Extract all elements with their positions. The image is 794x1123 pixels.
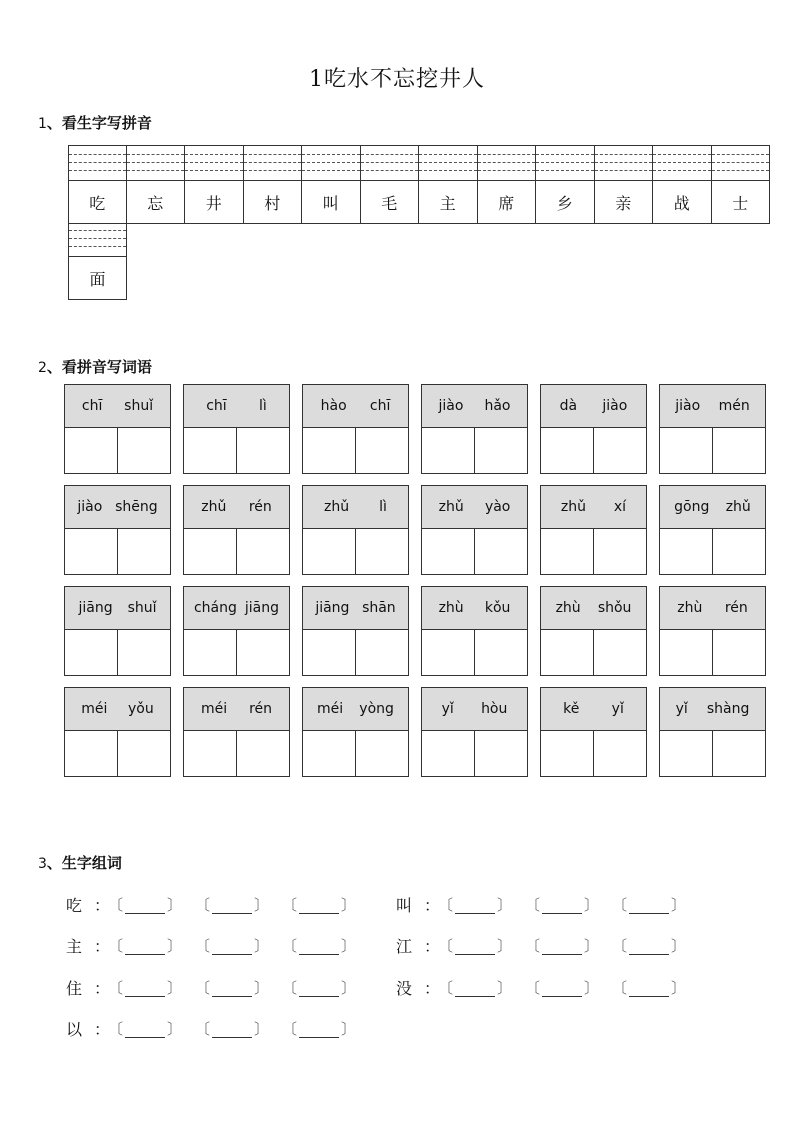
pinyin-writing-cell xyxy=(536,145,595,224)
pinyin-prompt xyxy=(541,486,646,529)
hanzi-answer-box[interactable] xyxy=(594,428,646,474)
bracket-close: 〕 xyxy=(166,1019,182,1038)
word-blank[interactable] xyxy=(438,937,512,955)
colon: ： xyxy=(94,1020,111,1039)
word-card xyxy=(64,485,171,575)
bracket-open: 〔 xyxy=(282,978,298,997)
blank-line xyxy=(212,982,252,997)
hanzi-answer-box[interactable] xyxy=(713,529,765,575)
hanzi-answer-box[interactable] xyxy=(65,428,118,474)
bracket-open: 〔 xyxy=(108,978,124,997)
bracket-close: 〕 xyxy=(670,895,686,914)
bracket-close: 〕 xyxy=(253,978,269,997)
colon: ： xyxy=(94,896,111,915)
word-blank[interactable] xyxy=(195,979,269,997)
pinyin-syllable: zhù xyxy=(438,600,464,616)
pinyin-prompt xyxy=(660,688,765,731)
pinyin-syllable: lì xyxy=(259,398,267,414)
hanzi-answer-box[interactable] xyxy=(475,529,527,575)
hanzi-answer-box[interactable] xyxy=(660,630,713,676)
hanzi-label: 叫 xyxy=(322,193,339,213)
pinyin-syllable: chī xyxy=(206,398,227,414)
pinyin-answer-box[interactable] xyxy=(712,146,770,181)
hanzi-answer-box[interactable] xyxy=(422,731,475,777)
hanzi-answer-box[interactable] xyxy=(422,529,475,575)
hanzi-answer-box[interactable] xyxy=(541,529,594,575)
pinyin-syllable: hòu xyxy=(481,701,508,717)
blank-line xyxy=(299,940,339,955)
pinyin-syllable: méi xyxy=(81,701,108,717)
word-card xyxy=(421,687,528,777)
word-card xyxy=(302,586,409,676)
hanzi-label: 吃 xyxy=(89,193,106,213)
hanzi-answer-box[interactable] xyxy=(118,428,170,474)
pinyin-syllable: kǒu xyxy=(484,600,511,616)
pinyin-syllable: hǎo xyxy=(484,398,511,414)
pinyin-writing-cell xyxy=(478,145,537,224)
hanzi-answer-box[interactable] xyxy=(660,731,713,777)
pinyin-prompt xyxy=(541,587,646,630)
pinyin-syllable: zhǔ xyxy=(438,499,464,515)
pinyin-prompt xyxy=(660,587,765,630)
pinyin-syllable: shuǐ xyxy=(127,600,157,616)
pinyin-prompt xyxy=(184,385,289,428)
hanzi-answer-box[interactable] xyxy=(475,428,527,474)
pinyin-syllable: zhǔ xyxy=(725,499,751,515)
word-blank[interactable] xyxy=(525,896,599,914)
pinyin-syllable: shān xyxy=(362,600,396,616)
pinyin-answer-box[interactable] xyxy=(244,146,302,181)
blank-line xyxy=(629,940,669,955)
pinyin-syllable: cháng xyxy=(193,600,237,616)
pinyin-prompt xyxy=(422,587,527,630)
target-character: 叫 xyxy=(396,896,413,915)
pinyin-writing-cell xyxy=(361,145,420,224)
bracket-close: 〕 xyxy=(166,936,182,955)
colon: ： xyxy=(94,979,111,998)
blank-line xyxy=(212,940,252,955)
blank-line xyxy=(125,940,165,955)
word-building-row xyxy=(66,976,369,999)
bracket-open: 〔 xyxy=(438,895,454,914)
pinyin-syllable: jiào xyxy=(602,398,628,414)
pinyin-syllable: dà xyxy=(559,398,578,414)
bracket-open: 〔 xyxy=(108,1019,124,1038)
bracket-close: 〕 xyxy=(340,936,356,955)
pinyin-prompt xyxy=(303,688,408,731)
pinyin-answer-box[interactable] xyxy=(478,146,536,181)
word-card xyxy=(421,384,528,474)
word-card xyxy=(302,384,409,474)
pinyin-syllable: shàng xyxy=(706,701,750,717)
hanzi-label: 村 xyxy=(264,193,281,213)
pinyin-syllable: chī xyxy=(369,398,391,414)
blank-line xyxy=(455,940,495,955)
word-blank[interactable] xyxy=(612,979,686,997)
hanzi-label: 乡 xyxy=(556,193,573,213)
pinyin-writing-cell xyxy=(185,145,244,224)
hanzi-answer-box[interactable] xyxy=(541,428,594,474)
bracket-open: 〔 xyxy=(282,1019,298,1038)
pinyin-prompt xyxy=(422,688,527,731)
target-character: 以 xyxy=(66,1020,83,1039)
colon: ： xyxy=(424,896,441,915)
hanzi-answer-box[interactable] xyxy=(184,529,237,575)
bracket-open: 〔 xyxy=(282,936,298,955)
bracket-open: 〔 xyxy=(195,978,211,997)
word-card xyxy=(183,485,290,575)
bracket-close: 〕 xyxy=(166,978,182,997)
pinyin-syllable: lì xyxy=(379,499,387,515)
bracket-open: 〔 xyxy=(525,978,541,997)
pinyin-prompt xyxy=(660,385,765,428)
word-card xyxy=(64,687,171,777)
bracket-close: 〕 xyxy=(253,936,269,955)
hanzi-answer-box[interactable] xyxy=(594,529,646,575)
word-blank[interactable] xyxy=(108,979,182,997)
word-card xyxy=(659,687,766,777)
hanzi-label: 亲 xyxy=(615,193,632,213)
word-blank[interactable] xyxy=(438,896,512,914)
target-character: 住 xyxy=(66,979,83,998)
bracket-close: 〕 xyxy=(253,1019,269,1038)
page-title: 1吃水不忘挖井人 xyxy=(309,67,485,92)
word-writing-grid xyxy=(64,384,766,777)
bracket-close: 〕 xyxy=(496,978,512,997)
pinyin-syllable: méi xyxy=(317,701,344,717)
pinyin-syllable: chī xyxy=(81,398,103,414)
word-blank[interactable] xyxy=(438,979,512,997)
pinyin-syllable: zhǔ xyxy=(201,499,227,515)
word-building-row xyxy=(396,934,699,957)
blank-line xyxy=(299,899,339,914)
pinyin-prompt xyxy=(184,587,289,630)
blank-line xyxy=(212,1023,252,1038)
pinyin-syllable: méi xyxy=(200,701,228,717)
hanzi-answer-box[interactable] xyxy=(65,529,118,575)
hanzi-label: 战 xyxy=(673,193,690,213)
bracket-open: 〔 xyxy=(438,978,454,997)
word-card xyxy=(302,485,409,575)
bracket-open: 〔 xyxy=(525,895,541,914)
pinyin-syllable: jiào xyxy=(675,398,701,414)
colon: ： xyxy=(94,937,111,956)
bracket-close: 〕 xyxy=(670,936,686,955)
pinyin-writing-table xyxy=(68,145,770,224)
hanzi-answer-box[interactable] xyxy=(713,731,765,777)
word-blank[interactable] xyxy=(195,937,269,955)
bracket-open: 〔 xyxy=(195,895,211,914)
hanzi-answer-box[interactable] xyxy=(303,428,356,474)
hanzi-answer-box[interactable] xyxy=(118,731,170,777)
bracket-open: 〔 xyxy=(195,936,211,955)
hanzi-answer-box[interactable] xyxy=(541,630,594,676)
word-building-row xyxy=(396,893,699,916)
hanzi-answer-box[interactable] xyxy=(184,630,237,676)
target-character: 吃 xyxy=(66,896,83,915)
hanzi-answer-box[interactable] xyxy=(356,731,408,777)
hanzi-answer-box[interactable] xyxy=(65,630,118,676)
pinyin-syllable: zhù xyxy=(677,600,703,616)
pinyin-answer-box[interactable] xyxy=(302,146,360,181)
hanzi-label: 面 xyxy=(89,269,106,289)
blank-line xyxy=(542,982,582,997)
hanzi-answer-box[interactable] xyxy=(118,529,170,575)
pinyin-writing-cell xyxy=(127,145,186,224)
word-blank[interactable] xyxy=(108,896,182,914)
hanzi-answer-box[interactable] xyxy=(475,630,527,676)
word-card xyxy=(421,586,528,676)
word-card xyxy=(659,384,766,474)
pinyin-prompt xyxy=(541,688,646,731)
hanzi-answer-box[interactable] xyxy=(118,630,170,676)
word-blank[interactable] xyxy=(525,979,599,997)
blank-line xyxy=(629,982,669,997)
pinyin-prompt xyxy=(660,486,765,529)
pinyin-prompt xyxy=(303,385,408,428)
hanzi-answer-box[interactable] xyxy=(237,428,289,474)
pinyin-syllable: yǒu xyxy=(127,701,154,717)
blank-line xyxy=(542,940,582,955)
hanzi-answer-box[interactable] xyxy=(713,428,765,474)
pinyin-syllable: jiāng xyxy=(315,600,350,616)
pinyin-answer-box[interactable] xyxy=(595,146,653,181)
hanzi-answer-box[interactable] xyxy=(237,731,289,777)
pinyin-prompt xyxy=(65,486,170,529)
word-card xyxy=(540,485,647,575)
blank-line xyxy=(542,899,582,914)
word-blank[interactable] xyxy=(195,1020,269,1038)
section-3-heading: 3、生字组词 xyxy=(38,854,122,872)
word-card xyxy=(659,586,766,676)
hanzi-label: 席 xyxy=(498,193,515,213)
bracket-close: 〕 xyxy=(166,895,182,914)
pinyin-syllable: yào xyxy=(484,499,511,515)
hanzi-label: 忘 xyxy=(147,193,164,213)
pinyin-syllable: kě xyxy=(563,701,580,717)
pinyin-answer-box[interactable] xyxy=(185,146,243,181)
bracket-open: 〔 xyxy=(525,936,541,955)
pinyin-syllable: mén xyxy=(718,398,750,414)
pinyin-syllable: zhǔ xyxy=(560,499,587,515)
hanzi-label: 井 xyxy=(205,193,222,213)
hanzi-label: 士 xyxy=(732,193,749,213)
blank-line xyxy=(212,899,252,914)
blank-line xyxy=(455,982,495,997)
section-1-heading: 1、看生字写拼音 xyxy=(38,114,152,132)
blank-line xyxy=(299,1023,339,1038)
pinyin-syllable: shēng xyxy=(115,499,158,515)
hanzi-answer-box[interactable] xyxy=(422,630,475,676)
bracket-open: 〔 xyxy=(612,978,628,997)
pinyin-writing-cell xyxy=(712,145,771,224)
hanzi-answer-box[interactable] xyxy=(660,428,713,474)
pinyin-syllable: rén xyxy=(248,499,272,515)
hanzi-answer-box[interactable] xyxy=(356,529,408,575)
word-blank[interactable] xyxy=(612,896,686,914)
pinyin-writing-cell xyxy=(419,145,478,224)
hanzi-answer-box[interactable] xyxy=(541,731,594,777)
bracket-close: 〕 xyxy=(340,895,356,914)
bracket-open: 〔 xyxy=(282,895,298,914)
hanzi-answer-box[interactable] xyxy=(65,731,118,777)
blank-line xyxy=(125,1023,165,1038)
word-blank[interactable] xyxy=(282,896,356,914)
bracket-open: 〔 xyxy=(612,895,628,914)
pinyin-prompt xyxy=(541,385,646,428)
pinyin-prompt xyxy=(65,688,170,731)
pinyin-writing-cell xyxy=(595,145,654,224)
pinyin-prompt xyxy=(303,587,408,630)
pinyin-syllable: zhǔ xyxy=(324,499,350,515)
pinyin-answer-box[interactable] xyxy=(69,146,126,181)
target-character: 江 xyxy=(396,937,413,956)
pinyin-syllable: zhù xyxy=(555,600,581,616)
word-card xyxy=(64,586,171,676)
bracket-close: 〕 xyxy=(583,936,599,955)
hanzi-answer-box[interactable] xyxy=(594,630,646,676)
blank-line xyxy=(125,899,165,914)
word-card xyxy=(183,384,290,474)
hanzi-answer-box[interactable] xyxy=(356,630,408,676)
pinyin-syllable: jiào xyxy=(438,398,464,414)
word-blank[interactable] xyxy=(108,1020,182,1038)
word-card xyxy=(540,384,647,474)
pinyin-syllable: jiāng xyxy=(78,600,113,616)
pinyin-prompt xyxy=(184,688,289,731)
blank-line xyxy=(125,982,165,997)
hanzi-answer-box[interactable] xyxy=(422,428,475,474)
hanzi-label: 主 xyxy=(439,193,456,213)
hanzi-answer-box[interactable] xyxy=(660,529,713,575)
blank-line xyxy=(455,899,495,914)
word-blank[interactable] xyxy=(525,937,599,955)
bracket-close: 〕 xyxy=(496,895,512,914)
word-card xyxy=(302,687,409,777)
pinyin-syllable: yòng xyxy=(359,701,394,717)
blank-line xyxy=(299,982,339,997)
word-card xyxy=(659,485,766,575)
hanzi-answer-box[interactable] xyxy=(475,731,527,777)
word-blank[interactable] xyxy=(612,937,686,955)
bracket-open: 〔 xyxy=(438,936,454,955)
word-building-row xyxy=(66,934,369,957)
pinyin-syllable: xí xyxy=(613,499,627,515)
pinyin-answer-box[interactable] xyxy=(69,222,126,257)
word-card xyxy=(421,485,528,575)
pinyin-syllable: shǒu xyxy=(597,600,632,616)
colon: ： xyxy=(424,937,441,956)
pinyin-syllable: rén xyxy=(724,600,748,616)
pinyin-writing-cell xyxy=(244,145,303,224)
section-2-heading: 2、看拼音写词语 xyxy=(38,358,152,376)
blank-line xyxy=(629,899,669,914)
pinyin-prompt xyxy=(65,385,170,428)
word-card xyxy=(183,586,290,676)
pinyin-answer-box[interactable] xyxy=(536,146,594,181)
pinyin-prompt xyxy=(422,385,527,428)
target-character: 主 xyxy=(66,937,83,956)
bracket-open: 〔 xyxy=(108,895,124,914)
hanzi-answer-box[interactable] xyxy=(184,731,237,777)
word-blank[interactable] xyxy=(108,937,182,955)
word-blank[interactable] xyxy=(282,937,356,955)
pinyin-prompt xyxy=(184,486,289,529)
pinyin-answer-box[interactable] xyxy=(361,146,419,181)
pinyin-prompt xyxy=(303,486,408,529)
hanzi-label: 毛 xyxy=(381,193,398,213)
pinyin-syllable: rén xyxy=(249,701,272,717)
hanzi-answer-box[interactable] xyxy=(303,731,356,777)
bracket-close: 〕 xyxy=(340,978,356,997)
pinyin-syllable: yǐ xyxy=(441,701,454,717)
hanzi-answer-box[interactable] xyxy=(303,529,356,575)
word-building-row xyxy=(396,976,699,999)
hanzi-answer-box[interactable] xyxy=(184,428,237,474)
hanzi-answer-box[interactable] xyxy=(356,428,408,474)
pinyin-writing-cell xyxy=(653,145,712,224)
hanzi-answer-box[interactable] xyxy=(713,630,765,676)
bracket-close: 〕 xyxy=(340,1019,356,1038)
word-blank[interactable] xyxy=(282,1020,356,1038)
pinyin-syllable: gōng xyxy=(674,499,710,515)
bracket-close: 〕 xyxy=(253,895,269,914)
word-building-row xyxy=(66,893,369,916)
hanzi-answer-box[interactable] xyxy=(237,529,289,575)
word-blank[interactable] xyxy=(195,896,269,914)
pinyin-writing-cell-extra xyxy=(68,222,127,300)
pinyin-syllable: yǐ xyxy=(611,701,624,717)
pinyin-writing-cell xyxy=(302,145,361,224)
bracket-close: 〕 xyxy=(496,936,512,955)
bracket-close: 〕 xyxy=(583,978,599,997)
pinyin-syllable: jiào xyxy=(77,499,103,515)
word-building-row xyxy=(66,1017,369,1040)
bracket-open: 〔 xyxy=(108,936,124,955)
word-card xyxy=(540,687,647,777)
word-blank[interactable] xyxy=(282,979,356,997)
bracket-open: 〔 xyxy=(612,936,628,955)
word-card xyxy=(183,687,290,777)
pinyin-syllable: hào xyxy=(320,398,347,414)
hanzi-answer-box[interactable] xyxy=(237,630,289,676)
pinyin-writing-cell xyxy=(68,145,127,224)
pinyin-syllable: shuǐ xyxy=(124,398,154,414)
pinyin-answer-box[interactable] xyxy=(419,146,477,181)
target-character: 没 xyxy=(396,979,413,998)
word-card xyxy=(540,586,647,676)
bracket-close: 〕 xyxy=(670,978,686,997)
colon: ： xyxy=(424,979,441,998)
pinyin-syllable: yǐ xyxy=(675,701,688,717)
pinyin-prompt xyxy=(65,587,170,630)
hanzi-answer-box[interactable] xyxy=(594,731,646,777)
bracket-open: 〔 xyxy=(195,1019,211,1038)
hanzi-answer-box[interactable] xyxy=(303,630,356,676)
word-card xyxy=(64,384,171,474)
pinyin-answer-box[interactable] xyxy=(127,146,185,181)
pinyin-syllable: jiāng xyxy=(244,600,279,616)
bracket-close: 〕 xyxy=(583,895,599,914)
pinyin-prompt xyxy=(422,486,527,529)
pinyin-answer-box[interactable] xyxy=(653,146,711,181)
